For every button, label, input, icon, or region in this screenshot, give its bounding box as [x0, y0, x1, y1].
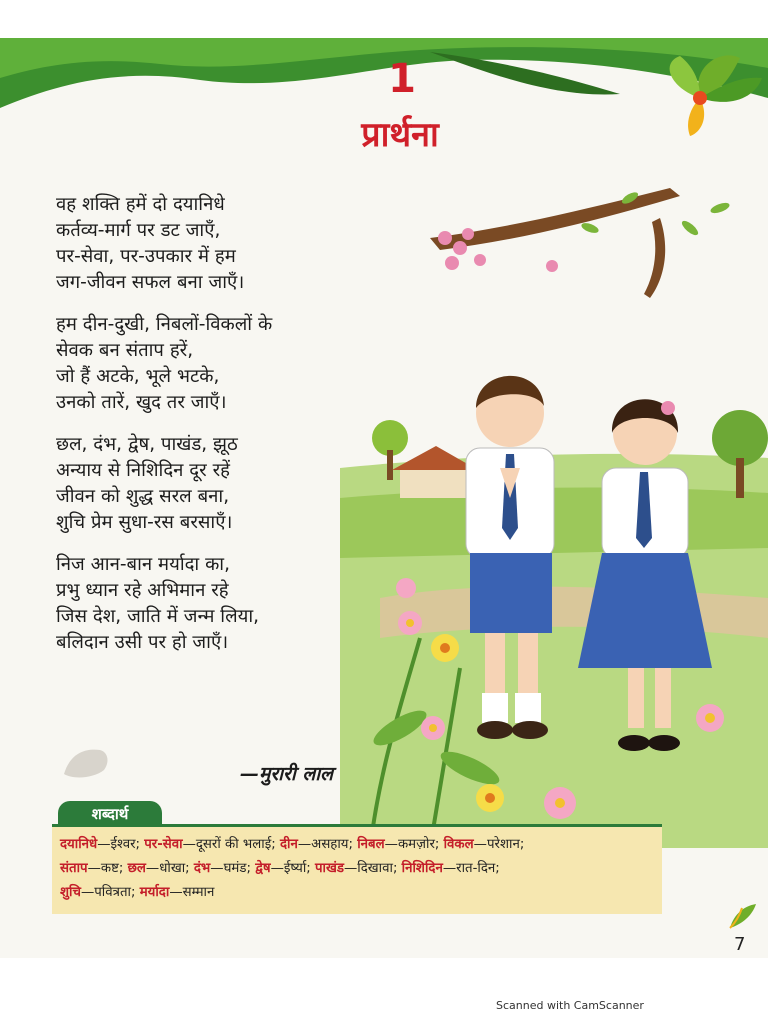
glossary-line [60, 833, 654, 857]
glossary-heading: शब्दार्थ [58, 801, 162, 827]
glossary-word: छल [127, 861, 146, 876]
poem-line: छल, दंभ, द्वेष, पाखंड, झूठ [56, 434, 238, 455]
leaf-corner-icon [728, 902, 758, 930]
poem-line: प्रभु ध्यान रहे अभिमान रहे [56, 580, 229, 601]
poem-line: जीवन को शुद्ध सरल बना, [56, 486, 230, 507]
poem-line: सेवक बन संताप हरें, [56, 340, 194, 361]
glossary-meaning: —दूसरों की भलाई; [182, 837, 280, 852]
poem-line: जग-जीवन सफल बना जाएँ। [56, 272, 245, 293]
poem-line: हम दीन-दुखी, निबलों-विकलों के [56, 314, 273, 335]
poem-line: शुचि प्रेम सुधा-रस बरसाएँ। [56, 512, 233, 533]
glossary-word: मर्यादा [139, 885, 170, 900]
poem-line: वह शक्ति हमें दो दयानिधे [56, 194, 225, 215]
glossary-word: शुचि [60, 885, 81, 900]
poem-line: जो हैं अटके, भूले भटके, [56, 366, 220, 387]
glossary-word: निबल [357, 837, 385, 852]
poem-line: जिस देश, जाति में जन्म लिया, [56, 606, 260, 627]
prayer-illustration [340, 168, 768, 848]
stanza [56, 432, 386, 536]
poem-line: बलिदान उसी पर हो जाएँ। [56, 632, 229, 653]
poem-line: निज आन-बान मर्यादा का, [56, 554, 230, 575]
glossary-word: दंभ [193, 861, 211, 876]
chapter-number: 1 [388, 56, 416, 102]
poem [56, 192, 386, 672]
glossary-meaning: —दिखावा; [343, 861, 402, 876]
page-title: प्रार्थना [361, 115, 439, 155]
poem-author: —मुरारी लाल [240, 763, 334, 785]
poem-line: अन्याय से निशिदिन दूर रहें [56, 460, 230, 481]
stanza [56, 312, 386, 416]
glossary-word: दीन [279, 837, 298, 852]
glossary-word: पाखंड [314, 861, 344, 876]
glossary-word: पर-सेवा [144, 837, 183, 852]
glossary-meaning: —ईर्ष्या; [270, 861, 315, 876]
glossary-word: द्वेष [255, 861, 271, 876]
textbook-page [0, 38, 768, 958]
glossary-word: दयानिधे [60, 837, 98, 852]
glossary-meaning: —ईश्वर; [97, 837, 145, 852]
page-number: 7 [734, 934, 746, 955]
scanner-watermark: Scanned with CamScanner [496, 999, 644, 1012]
glossary-line [60, 881, 654, 905]
glossary-line [60, 857, 654, 881]
glossary-word: विकल [443, 837, 474, 852]
glossary-box [52, 824, 662, 914]
smudge-mark [60, 744, 112, 780]
stanza [56, 192, 386, 296]
poem-line: उनको तारें, खुद तर जाएँ। [56, 392, 227, 413]
glossary-meaning: —परेशान; [473, 837, 525, 852]
glossary-meaning: —घमंड; [210, 861, 256, 876]
glossary-word: संताप [60, 861, 88, 876]
glossary-meaning: —पवित्रता; [80, 885, 140, 900]
stanza [56, 552, 386, 656]
poem-line: कर्तव्य-मार्ग पर डट जाएँ, [56, 220, 221, 241]
glossary-meaning: —कमज़ोर; [384, 837, 444, 852]
glossary-meaning: —कष्ट; [87, 861, 128, 876]
glossary-meaning: —धोखा; [145, 861, 194, 876]
poem-line: पर-सेवा, पर-उपकार में हम [56, 246, 236, 267]
glossary-meaning: —असहाय; [297, 837, 358, 852]
glossary-meaning: —रात-दिन; [442, 861, 500, 876]
glossary-word: निशिदिन [401, 861, 443, 876]
glossary-meaning: —सम्मान [169, 885, 215, 900]
